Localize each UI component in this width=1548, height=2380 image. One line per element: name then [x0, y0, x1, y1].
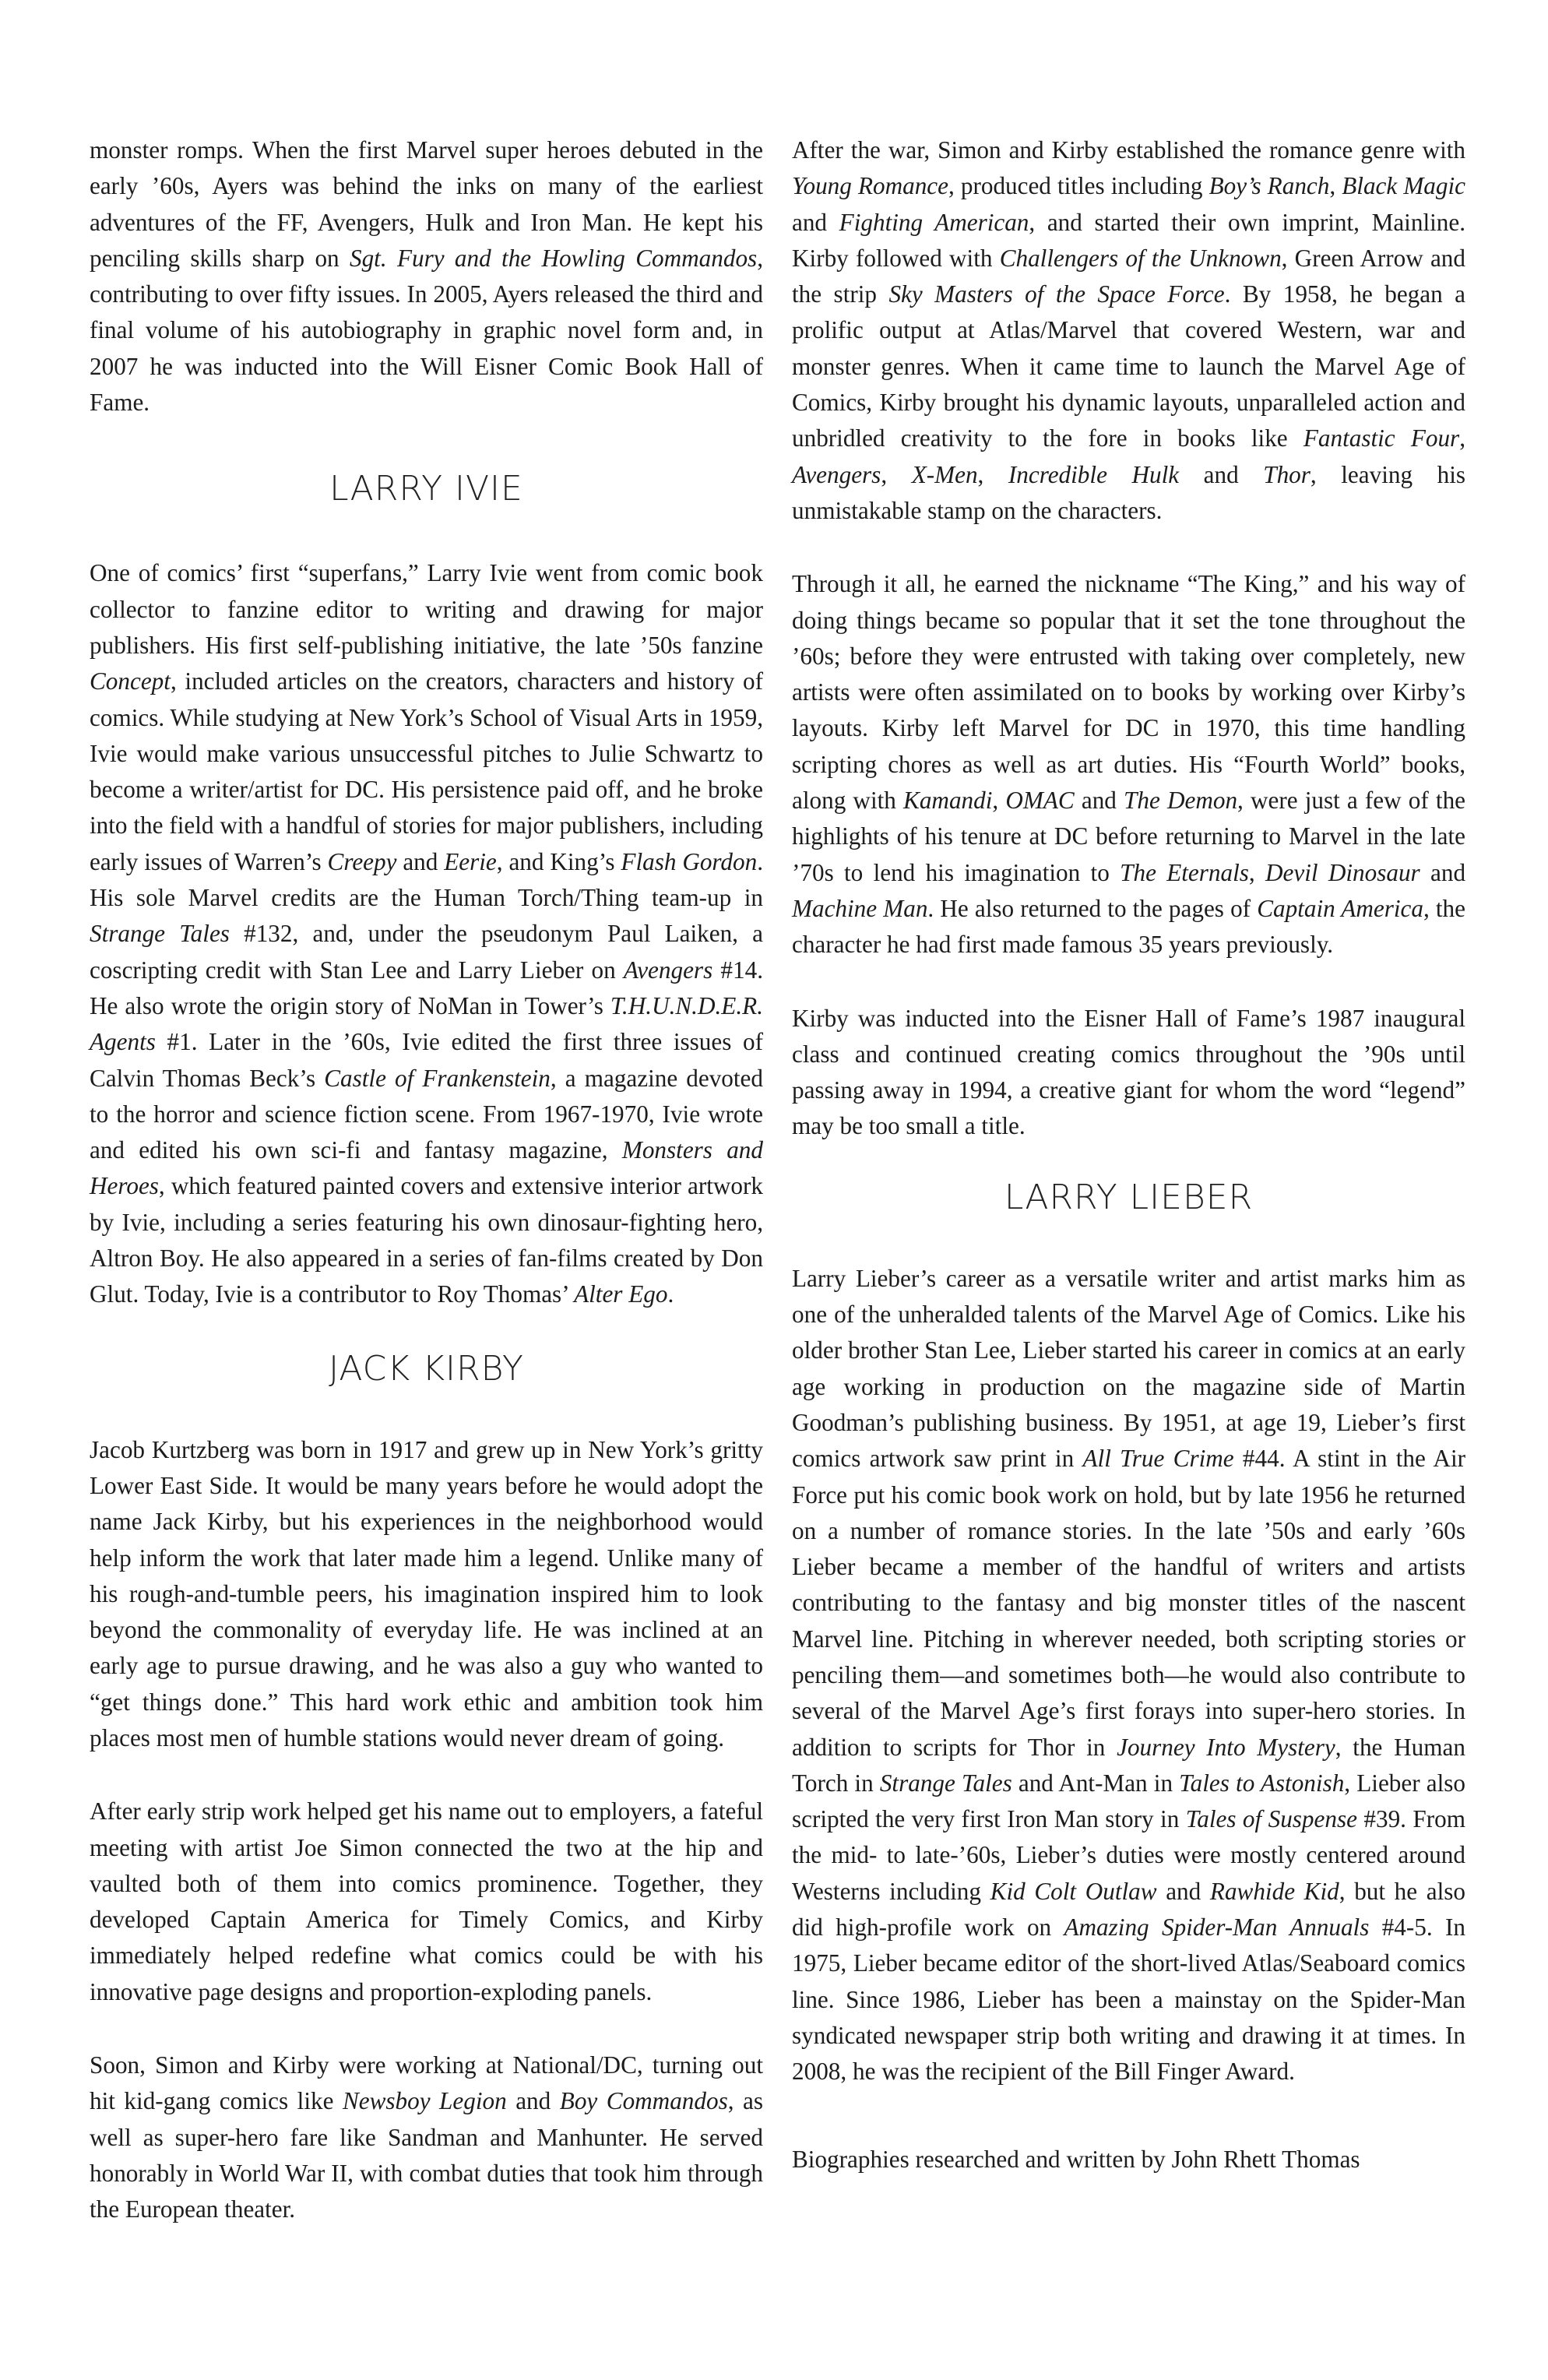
- body-text: monster romps. When the first Marvel super heroes debuted in the early ’60s, Ayers was behind the inks on many of the earliest adventures of the FF, Avengers, Hulk and Iron Man. He kept his penciling skills sharp on: [90, 136, 763, 272]
- body-text: ,: [977, 460, 1008, 488]
- title-text: Sky Masters of the Space Force: [888, 280, 1225, 308]
- section-heading-larry-ivie: LARRY IVIE: [329, 469, 523, 509]
- body-text: . He also returned to the pages of: [927, 894, 1258, 922]
- title-text: Journey Into Mystery: [1117, 1733, 1335, 1761]
- body-text: , as well as super-hero fare like Sandman and Manhunter. He served honorably in World War II, with combat duties that took him through the European theater.: [90, 2087, 764, 2223]
- body-text: and: [396, 847, 445, 875]
- title-text: T.H.U.N.D.E.R. Agents: [90, 991, 763, 1056]
- right-column: [792, 132, 1465, 2178]
- title-text: Creepy: [327, 847, 397, 875]
- jack-kirby-bio-paragraph-6: [792, 1001, 1465, 1145]
- body-text: , and King’s: [496, 847, 621, 875]
- body-text: , produced titles including: [948, 172, 1209, 200]
- section-heading-larry-lieber: LARRY LIEBER: [1004, 1177, 1254, 1217]
- title-text: Incredible Hulk: [1008, 460, 1180, 488]
- body-text: , but he also did high-profile work on: [792, 1877, 1466, 1942]
- jack-kirby-bio-paragraph-2: [90, 1794, 763, 2010]
- title-text: Tales to Astonish: [1179, 1769, 1345, 1797]
- section-heading-jack-kirby: JACK KIRBY: [329, 1348, 524, 1389]
- title-text: Castle of Frankenstein: [324, 1064, 551, 1092]
- credit-line: Biographies researched and written by John Rhett Thomas: [792, 2145, 1360, 2173]
- body-text: Through it all, he earned the nickname “The King,” and his way of doing things became so popular that it set the tone throughout the ’60s; before they were entrusted with taking over completely, new artists were often assimilated on to books by working over Kirby’s layouts. Kirby left Marvel for DC in 1970, this time handling scripting chores as well as art duties. His “Fourth World” books, along with: [792, 570, 1465, 815]
- title-text: Tales of Suspense: [1185, 1805, 1357, 1833]
- body-text: , were just a few of the highlights of his tenure at DC before returning to Marvel in the late ’70s to lend his imagination to: [792, 787, 1466, 886]
- title-text: Flash Gordon: [621, 847, 758, 875]
- body-text: , a magazine devoted to the horror and science fiction scene. From 1967-1970, Ivie wrote and edited his own sci-fi and fantasy magazine,: [90, 1064, 763, 1164]
- body-text: Soon, Simon and Kirby were working at National/DC, turning out hit kid-gang comics like: [90, 2051, 763, 2115]
- body-text: and: [1420, 858, 1466, 886]
- title-text: OMAC: [1005, 787, 1075, 815]
- body-text: ,: [1248, 858, 1266, 886]
- body-text: ,: [881, 460, 912, 488]
- body-text: After the war, Simon and Kirby established the romance genre with: [792, 136, 1465, 164]
- larry-lieber-bio: [792, 1261, 1465, 2090]
- body-text: and Ant-Man in: [1011, 1769, 1180, 1797]
- jack-kirby-bio-paragraph-1: [90, 1432, 763, 1757]
- title-text: Newsboy Legion: [342, 2087, 507, 2115]
- body-text: , the Human Torch in: [792, 1733, 1465, 1797]
- body-text: , Lieber also scripted the very first Iron Man story in: [792, 1769, 1465, 1833]
- body-text: . By 1958, he began a prolific output at Atlas/Marvel that covered Western, war and monster genres. When it came time to launch the Marvel Age of Comics, Kirby brought his dynamic layouts, unparalleled action and unbridled creativity to the fore in books like: [792, 280, 1465, 452]
- title-text: Boy Commandos: [559, 2087, 728, 2115]
- title-text: The Eternals: [1120, 858, 1249, 886]
- body-text: .: [667, 1280, 674, 1308]
- body-text: ,: [1459, 424, 1465, 452]
- jack-kirby-bio-paragraph-5: [792, 566, 1465, 963]
- title-text: Eerie: [444, 847, 497, 875]
- body-text: #14. He also wrote the origin story of NoMan in Tower’s: [90, 956, 763, 1019]
- ayers-bio-continued: [90, 132, 763, 421]
- body-text: and: [792, 208, 839, 236]
- body-text: . His sole Marvel credits are the Human Torch/Thing team-up in: [90, 847, 763, 912]
- body-text: #44. A stint in the Air Force put his comic book work on hold, but by late 1956 he returned on a number of romance stories. In the late ’50s and early ’60s Lieber became a member of the handful of writers and artists contributing to the fantasy and big monster titles of the nascent Marvel line. Pitching in wherever needed, both scripting stories or penciling them—and sometimes both—he would also contribute to several of the Marvel Age’s first forays into super-hero stories. In addition to scripts for Thor in: [792, 1445, 1465, 1761]
- larry-ivie-bio: [90, 555, 763, 1312]
- title-text: Black Magic: [1342, 172, 1466, 200]
- title-text: All True Crime: [1082, 1445, 1234, 1473]
- title-text: Sgt. Fury and the Howling Commandos: [349, 244, 758, 272]
- body-text: , leaving his unmistakable stamp on the characters.: [792, 460, 1466, 524]
- title-text: Thor: [1263, 460, 1311, 488]
- body-text: , the character he had first made famous 35 years previously.: [792, 894, 1465, 959]
- title-text: The Demon: [1124, 787, 1238, 815]
- body-text: After early strip work helped get his name out to employers, a fateful meeting with artist Joe Simon connected the two at the hip and vaulted both of them into comics prominence. Together, they developed Captain America for Timely Comics, and Kirby immediately helped redefine what comics could be with his innovative page designs and proportion-exploding panels.: [90, 1797, 763, 2005]
- title-text: Boy’s Ranch: [1208, 172, 1330, 200]
- title-text: Kid Colt Outlaw: [990, 1877, 1157, 1905]
- body-text: #1. Later in the ’60s, Ivie edited the first three issues of Calvin Thomas Beck’s: [90, 1028, 763, 1092]
- title-text: Avengers: [792, 460, 881, 488]
- body-text: Jacob Kurtzberg was born in 1917 and grew up in New York’s gritty Lower East Side. It would be many years before he would adopt the name Jack Kirby, but his experiences in the neighborhood would help inform the work that later made him a legend. Unlike many of his rough-and-tumble peers, his imagination inspired him to look beyond the commonality of everyday life. He was inclined at an early age to pursue drawing, and he was also a guy who wanted to “get things done.” This hard work ethic and ambition took him places most men of humble stations would never dream of going.: [90, 1435, 763, 1752]
- body-text: and: [506, 2087, 560, 2115]
- body-text: Larry Lieber’s career as a versatile writer and artist marks him as one of the unheralded talents of the Marvel Age of Comics. Like his older brother Stan Lee, Lieber started his career in comics at an early age working in production on the magazine side of Martin Goodman’s publishing business. By 1951, at age 19, Lieber’s first comics artwork saw print in: [792, 1264, 1465, 1473]
- body-text: Kirby was inducted into the Eisner Hall of Fame’s 1987 inaugural class and continued creating comics throughout the ’90s until passing away in 1994, a creative giant for whom the word “legend” may be too small a title.: [792, 1004, 1465, 1140]
- title-text: Amazing Spider-Man Annuals: [1064, 1914, 1370, 1942]
- body-text: One of comics’ first “superfans,” Larry Ivie went from comic book collector to fanzine editor to writing and drawing for major publishers. His first self-publishing initiative, the late ’50s fanzine: [90, 559, 763, 659]
- body-text: ,: [1329, 172, 1342, 200]
- body-text: #39. From the mid- to late-’60s, Lieber’s duties were mostly centered around Westerns including: [792, 1805, 1465, 1905]
- title-text: Fighting American: [839, 208, 1029, 236]
- title-text: Rawhide Kid: [1209, 1877, 1339, 1905]
- body-text: #4-5. In 1975, Lieber became editor of the short-lived Atlas/Seaboard comics line. Since 1986, Lieber has been a mainstay on the Spider-Man syndicated newspaper strip both writing and drawing it at times. In 2008, he was the recipient of the Bill Finger Award.: [792, 1914, 1465, 2086]
- title-text: Devil Dinosaur: [1265, 858, 1420, 886]
- title-text: Machine Man: [792, 894, 928, 922]
- title-text: Fantastic Four: [1303, 424, 1460, 452]
- title-text: Strange Tales: [90, 920, 230, 948]
- body-text: , which featured painted covers and extensive interior artwork by Ivie, including a series featuring his own dinosaur-fighting hero, Altron Boy. He also appeared in a series of fan-films created by Don Glut. Today, Ivie is a contributor to Roy Thomas’: [90, 1172, 763, 1308]
- title-text: Alter Ego: [574, 1280, 668, 1308]
- title-text: Challengers of the Unknown: [999, 244, 1282, 272]
- title-text: Strange Tales: [879, 1769, 1012, 1797]
- body-text: ,: [992, 787, 1006, 815]
- body-text: and: [1179, 460, 1264, 488]
- body-text: , included articles on the creators, characters and history of comics. While studying at New York’s School of Visual Arts in 1959, Ivie would make various unsuccessful pitches to Julie Schwartz to become a writer/artist for DC. His persistence paid off, and he broke into the field with a handful of stories for major publishers, including early issues of Warren’s: [90, 667, 764, 875]
- body-text: , Green Arrow and the strip: [792, 244, 1465, 308]
- title-text: Monsters and Heroes: [90, 1136, 763, 1200]
- left-column: [90, 132, 763, 2228]
- body-text: , and started their own imprint, Mainline. Kirby followed with: [792, 208, 1466, 272]
- title-text: Kamandi: [903, 787, 993, 815]
- body-text: #132, and, under the pseudonym Paul Laiken, a coscripting credit with Stan Lee and Larry Lieber on: [90, 920, 763, 984]
- title-text: Young Romance: [792, 172, 948, 200]
- body-text: , contributing to over fifty issues. In 2005, Ayers released the third and final volume of his autobiography in graphic novel form and, in 2007 he was inducted into the Will Eisner Comic Book Hall of Fame.: [90, 244, 763, 417]
- title-text: Concept: [90, 667, 171, 695]
- title-text: Captain America: [1257, 894, 1423, 922]
- jack-kirby-bio-paragraph-4: [792, 132, 1465, 529]
- title-text: Avengers: [623, 956, 713, 984]
- body-text: and: [1156, 1877, 1210, 1905]
- title-text: X-Men: [911, 460, 978, 488]
- body-text: and: [1074, 787, 1124, 815]
- jack-kirby-bio-paragraph-3: [90, 2047, 763, 2227]
